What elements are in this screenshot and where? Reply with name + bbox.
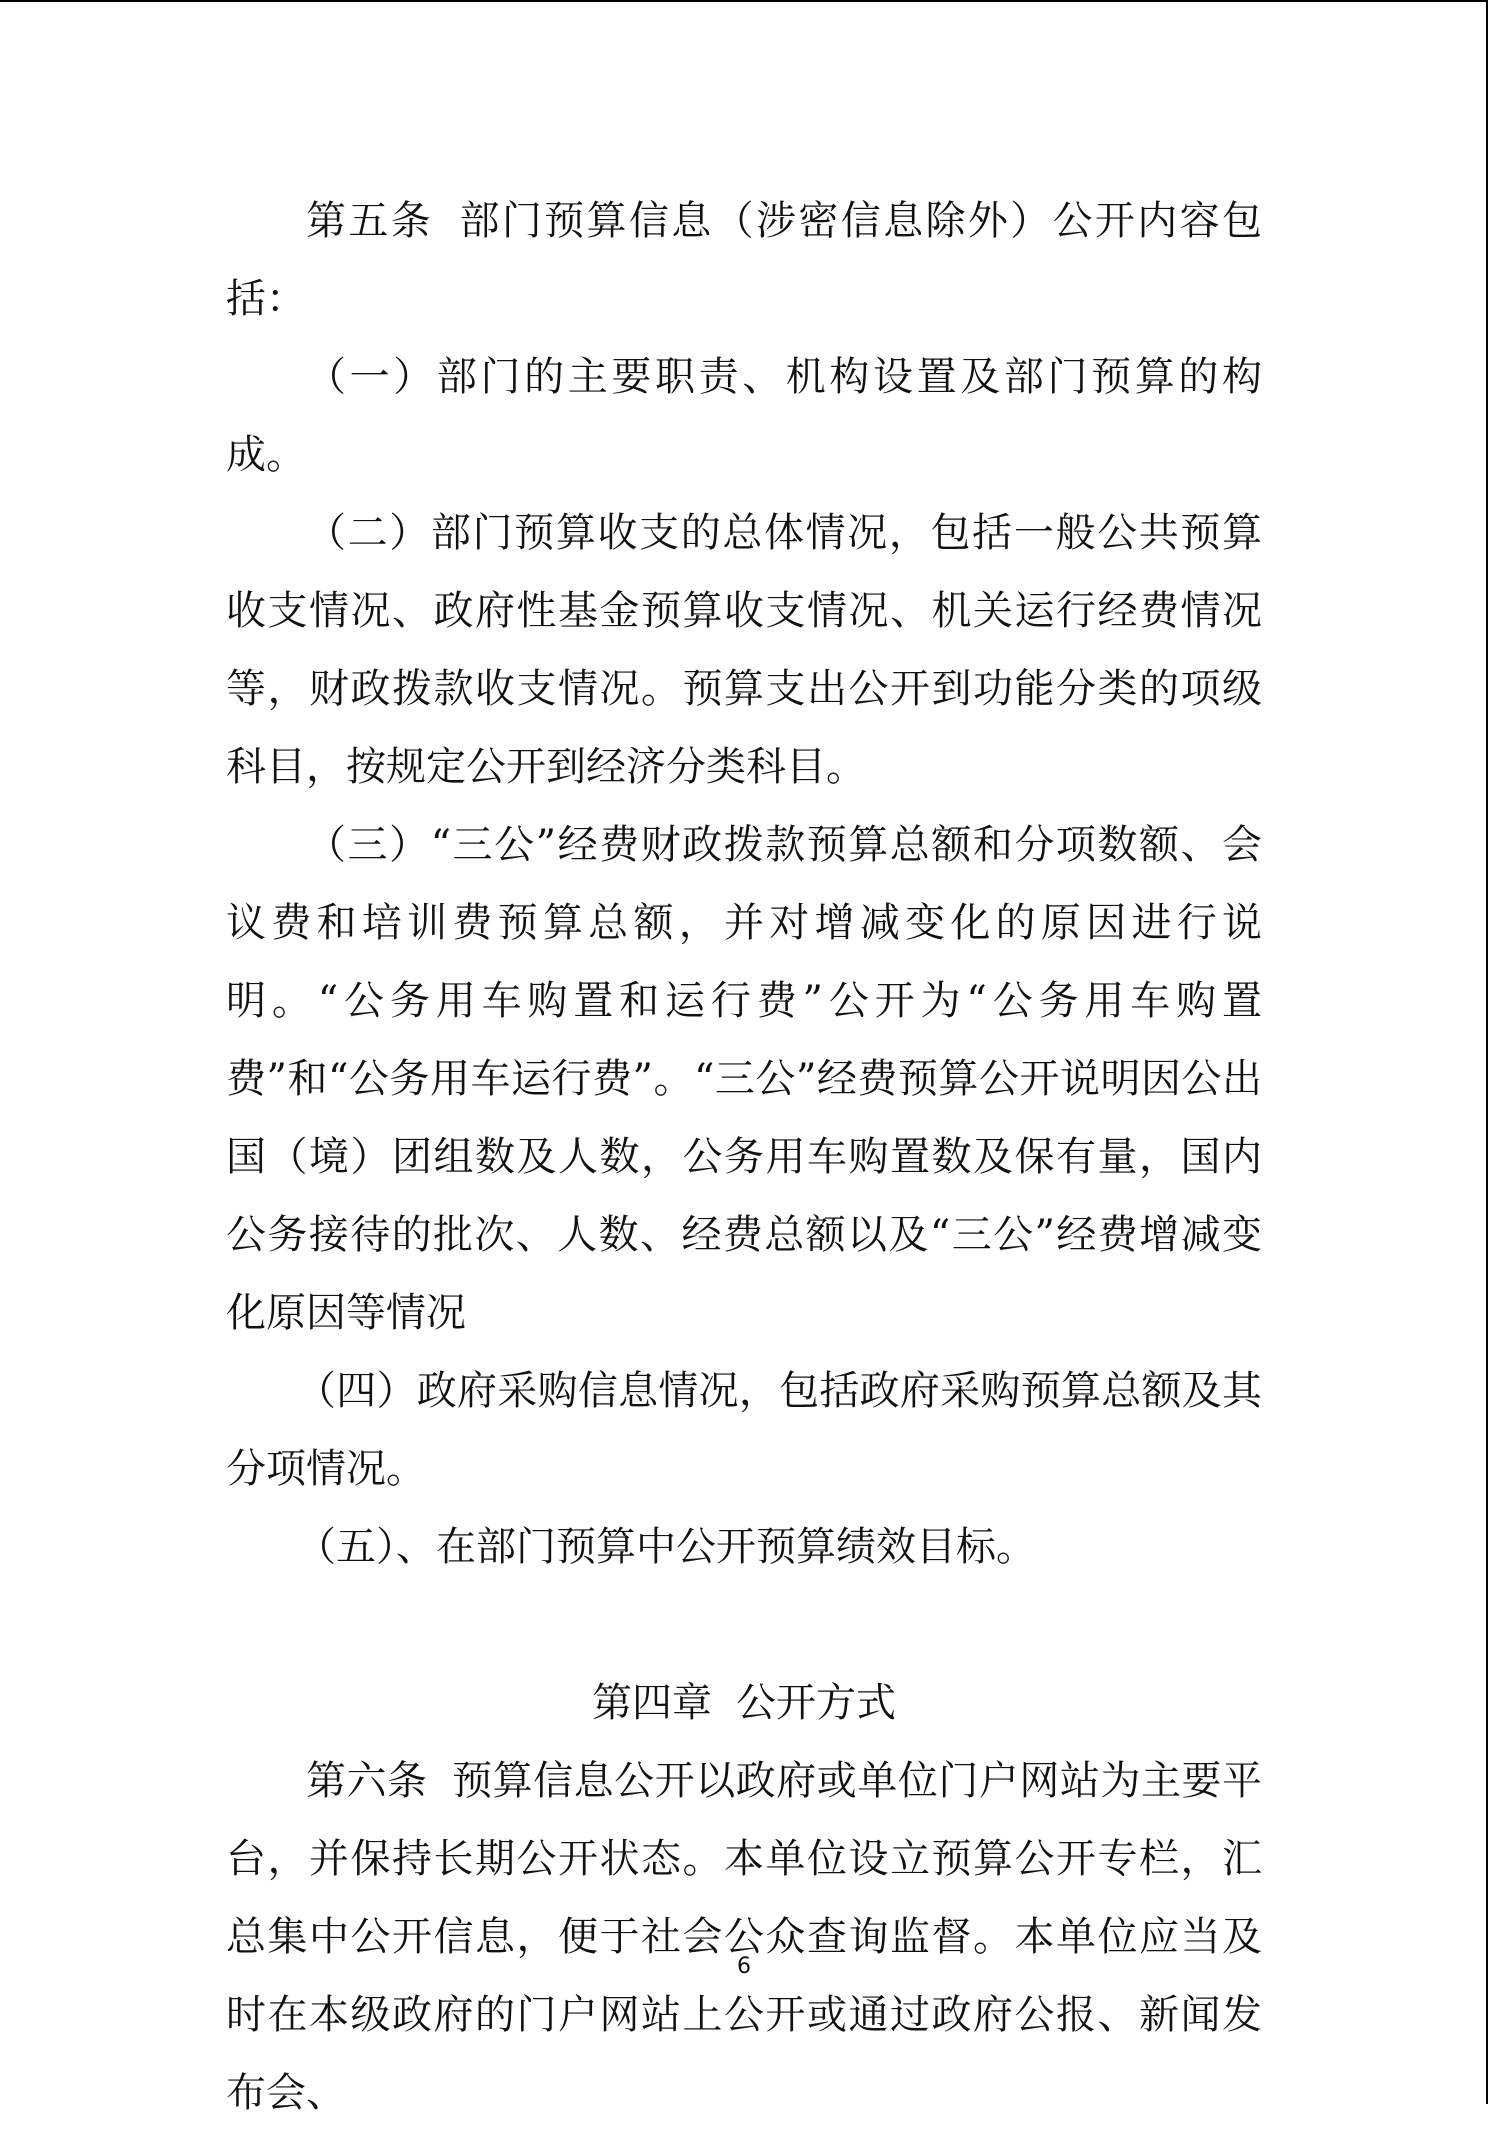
item-3-paragraph: （三）“三公”经费财政拨款预算总额和分项数额、会议费和培训费预算总额，并对增减变化的原因进行说明。“公务用车购置和运行费”公开为“公务用车购置费”和“公务用车运行费”。“三公”经费预算公开说明因公出国（境）团组数及人数，公务用车购置数及保有量，国内公务接待的批次、人数、经费总额以及“三公”经费增减变化原因等情况 (226, 822, 1262, 1336)
article-5-label: 第五条 (306, 198, 434, 244)
chapter-title: 公开方式 (736, 1680, 896, 1726)
article-6-label: 第六条 (306, 1758, 428, 1804)
item-1-paragraph: （一）部门的主要职责、机构设置及部门预算的构成。 (226, 354, 1262, 478)
item-4-paragraph: （四）政府采购信息情况，包括政府采购预算总额及其分项情况。 (226, 1368, 1262, 1492)
item-5-paragraph: （五）、在部门预算中公开预算绩效目标。 (296, 1524, 1036, 1570)
item-2-paragraph: （二）部门预算收支的总体情况，包括一般公共预算收支情况、政府性基金预算收支情况、机关运行经费情况等，财政拨款收支情况。预算支出公开到功能分类的项级科目，按规定公开到经济分类科目。 (226, 510, 1262, 790)
article-6-text: 预算信息公开以政府或单位门户网站为主要平台，并保持长期公开状态。本单位设立预算公开专栏，汇总集中公开信息，便于社会公众查询监督。本单位应当及时在本级政府的门户网站上公开或通过政府公报、新闻发布会、 (226, 1758, 1263, 2116)
article-6-paragraph (226, 1742, 1262, 2132)
article-5-text: 部门预算信息（涉密信息除外）公开内容包括： (226, 198, 1263, 322)
article-5-paragraph (226, 182, 1262, 338)
section-gap (226, 1586, 1262, 1664)
document-body (226, 182, 1262, 2132)
chapter-label: 第四章 (592, 1680, 712, 1726)
page-number: 6 (737, 1954, 751, 1979)
chapter-heading (226, 1664, 1262, 1742)
